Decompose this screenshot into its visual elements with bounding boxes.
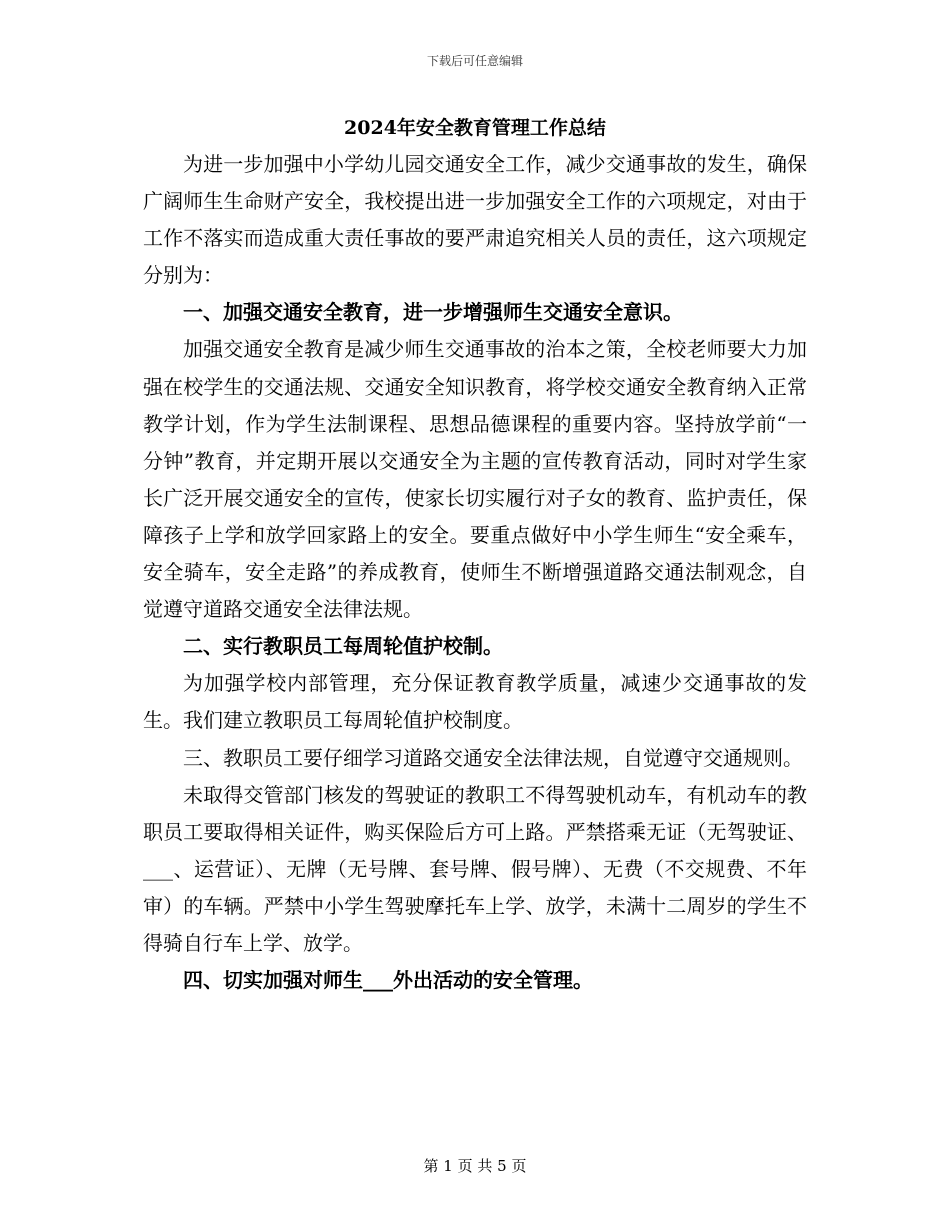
section-paragraph-2: 为加强学校内部管理，充分保证教育教学质量，减速少交通事故的发生。我们建立教职员工每周轮值护校制度。 <box>143 671 807 733</box>
section-heading-2: 二、实行教职员工每周轮值护校制。 <box>183 634 503 659</box>
section-heading-4: 四、切实加强对师生___外出活动的安全管理。 <box>183 968 593 993</box>
document-title: 2024年安全教育管理工作总结 <box>344 117 606 139</box>
page-number: 第 1 页 共 5 页 <box>423 1157 527 1175</box>
document-body <box>143 146 807 999</box>
section-paragraph-1: 加强交通安全教育是减少师生交通事故的治本之策，全校老师要大力加强在校学生的交通法规、交通安全知识教育，将学校交通安全教育纳入正常教学计划，作为学生法制课程、思想品德课程的重要内容。坚持放学前“一分钟”教育，并定期开展以交通安全为主题的宣传教育活动，同时对学生家长广泛开展交通安全的宣传，使家长切实履行对子女的教育、监护责任，保障孩子上学和放学回家路上的安全。要重点做好中小学生师生“安全乘车，安全骑车，安全走路”的养成教育，使师生不断增强道路交通法制观念，自觉遵守道路交通安全法律法规。 <box>143 337 807 622</box>
section-heading-3: 三、教职员工要仔细学习道路交通安全法律法规，自觉遵守交通规则。 <box>183 745 803 770</box>
download-edit-note: 下载后可任意编辑 <box>426 54 523 68</box>
intro-paragraph: 为进一步加强中小学幼儿园交通安全工作，减少交通事故的发生，确保广阔师生生命财产安全，我校提出进一步加强安全工作的六项规定，对由于工作不落实而造成重大责任事故的要严肃追究相关人员的责任，这六项规定分别为： <box>143 152 807 288</box>
section-paragraph-3: 未取得交管部门核发的驾驶证的教职工不得驾驶机动车，有机动车的教职员工要取得相关证件，购买保险后方可上路。严禁搭乘无证（无驾驶证、___、运营证）、无牌（无号牌、套号牌、假号牌）、无费（不交规费、不年审）的车辆。严禁中小学生驾驶摩托车上学、放学，未满十二周岁的学生不得骑自行车上学、放学。 <box>143 782 807 955</box>
section-heading-1: 一、加强交通安全教育，进一步增强师生交通安全意识。 <box>183 300 683 325</box>
